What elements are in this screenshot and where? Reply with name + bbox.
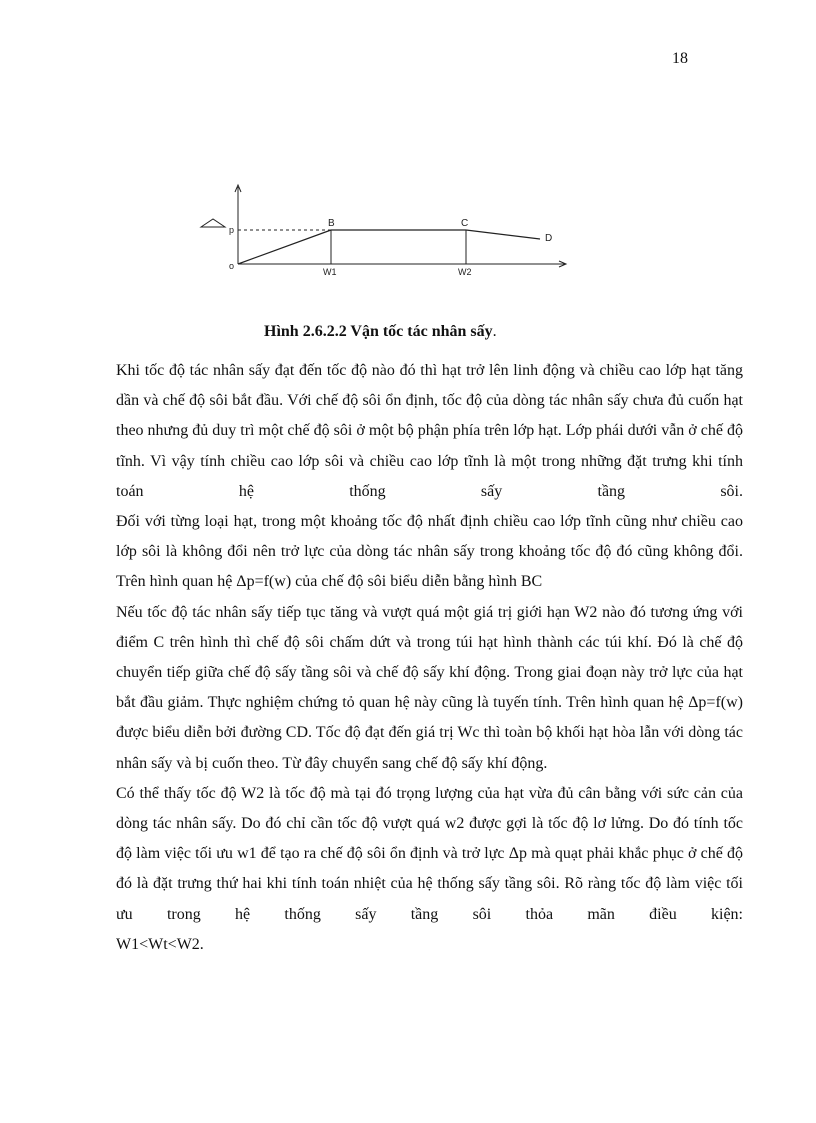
body-text bbox=[116, 356, 743, 960]
origin-label: o bbox=[229, 261, 235, 271]
point-label-c: C bbox=[461, 218, 469, 229]
delta-symbol-icon bbox=[201, 219, 225, 227]
figure-caption-period: . bbox=[492, 323, 497, 340]
point-label-b: B bbox=[328, 218, 335, 229]
segment-cd bbox=[466, 230, 540, 239]
pressure-velocity-diagram bbox=[195, 178, 575, 293]
page-number: 18 bbox=[672, 50, 688, 67]
segment-ob bbox=[238, 230, 331, 264]
figure-caption-title: Hình 2.6.2.2 Vận tốc tác nhân sấy bbox=[264, 323, 493, 340]
axis-label-p: p bbox=[229, 225, 235, 235]
figure-caption bbox=[264, 323, 497, 341]
tick-label-w2: W2 bbox=[458, 267, 472, 277]
paragraph-3: Nếu tốc độ tác nhân sấy tiếp tục tăng và vượt quá một giá trị giới hạn W2 nào đó tương ứng với điểm C trên hình thì chế độ sôi chấm dứt và trong túi hạt hình thành các túi khí. Đó là chế độ chuyển tiếp giữa chế độ sấy tầng sôi và chế độ sấy khí động. Trong giai đoạn này trở lực của hạt bắt đầu giảm. Thực nghiệm chứng tỏ quan hệ này cũng là tuyến tính. Trên hình quan hệ Δp=f(w) được biểu diễn bởi đường CD. Tốc độ đạt đến giá trị Wc thì toàn bộ khối hạt hòa lẫn với dòng tác nhân sấy và bị cuốn theo. Từ đây chuyển sang chế độ sấy khí động. bbox=[116, 603, 743, 772]
tick-label-w1: W1 bbox=[323, 267, 337, 277]
point-label-d: D bbox=[545, 233, 553, 244]
pressure-velocity-figure bbox=[195, 178, 575, 293]
paragraph-5: W1<Wt<W2. bbox=[116, 935, 204, 953]
paragraph-2: Đối với từng loại hạt, trong một khoảng tốc độ nhất định chiều cao lớp tĩnh cũng như chiều cao lớp sôi là không đổi nên trở lực của dòng tác nhân sấy trong khoảng tốc độ đó cũng không đổi. Trên hình quan hệ Δp=f(w) của chế độ sôi biểu diễn bằng hình BC bbox=[116, 513, 743, 591]
paragraph-1: Khi tốc độ tác nhân sấy đạt đến tốc độ nào đó thì hạt trở lên linh động và chiều cao lớp hạt tăng dần và chế độ sôi bắt đầu. Với chế độ sôi ổn định, tốc độ của dòng tác nhân sấy chưa đủ cuốn hạt theo nhưng đủ duy trì một chế độ sôi ở một bộ phận phía trên lớp hạt. Lớp phái dưới vẫn ở chế độ tĩnh. Vì vậy tính chiều cao lớp sôi và chiều cao lớp tĩnh là một trong những đặt trưng khi tính toán hệ thống sấy tầng sôi. bbox=[116, 362, 743, 500]
paragraph-4: Có thể thấy tốc độ W2 là tốc độ mà tại đó trọng lượng của hạt vừa đủ cân bằng với sức cản của dòng tác nhân sấy. Do đó chỉ cần tốc độ vượt quá w2 được gợi là tốc độ lơ lửng. Do đó tính tốc độ làm việc tối ưu w1 để tạo ra chế độ sôi ổn định và trở lực Δp mà quạt phải khắc phục ở chế độ đó là đặt trưng thứ hai khi tính toán nhiệt của hệ thống sấy tầng sôi. Rõ ràng tốc độ làm việc tối ưu trong hệ thống sấy tầng sôi thỏa mãn điều kiện: bbox=[116, 784, 743, 923]
